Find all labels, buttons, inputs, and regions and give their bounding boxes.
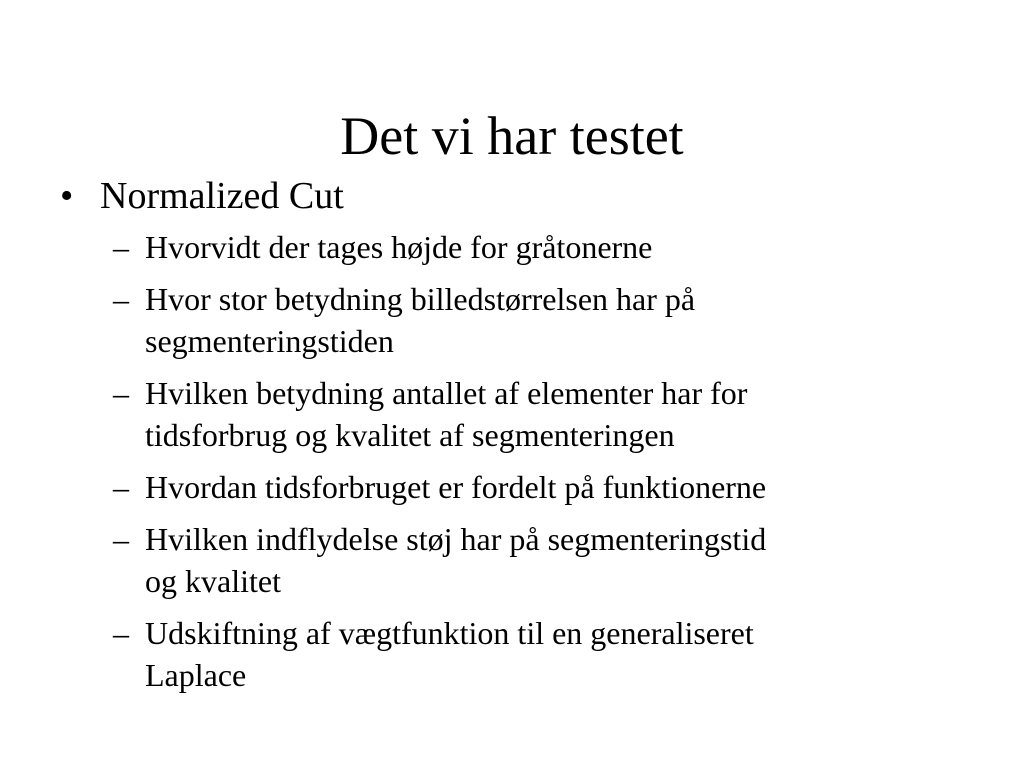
dash-marker: – bbox=[113, 615, 129, 651]
sub-bullet-text: Hvordan tidsforbruget er fordelt på funktionerne bbox=[145, 469, 767, 505]
sub-bullet-text: Hvor stor betydning billedstørrelsen har på bbox=[145, 281, 696, 317]
sub-bullet-item bbox=[113, 278, 933, 362]
sub-bullet-list bbox=[113, 226, 933, 706]
dash-marker: – bbox=[113, 521, 129, 557]
dash-marker: – bbox=[113, 469, 129, 505]
slide-title: Det vi har testet bbox=[340, 106, 684, 166]
sub-bullet-text: Hvilken betydning antallet af elementer har for bbox=[145, 375, 748, 411]
bullet-marker: • bbox=[60, 175, 74, 217]
bullet-text: Normalized Cut bbox=[100, 175, 344, 217]
sub-bullet-text: Udskiftning af vægtfunktion til en generaliseret bbox=[145, 615, 754, 651]
sub-bullet-text-continued: Laplace bbox=[145, 657, 247, 693]
sub-bullet-item bbox=[113, 226, 933, 268]
sub-bullet-item bbox=[113, 518, 933, 602]
dash-marker: – bbox=[113, 375, 129, 411]
dash-marker: – bbox=[113, 281, 129, 317]
sub-bullet-text: Hvilken indflydelse støj har på segmenteringstid bbox=[145, 521, 767, 557]
dash-marker: – bbox=[113, 229, 129, 265]
sub-bullet-text-continued: og kvalitet bbox=[145, 563, 281, 599]
sub-bullet-text-continued: tidsforbrug og kvalitet af segmenteringen bbox=[145, 417, 675, 453]
sub-bullet-item bbox=[113, 466, 933, 508]
sub-bullet-text-continued: segmenteringstiden bbox=[145, 323, 394, 359]
sub-bullet-item bbox=[113, 612, 933, 696]
sub-bullet-text: Hvorvidt der tages højde for gråtonerne bbox=[145, 229, 653, 265]
sub-bullet-item bbox=[113, 372, 933, 456]
bullet-normalized-cut bbox=[60, 172, 960, 220]
